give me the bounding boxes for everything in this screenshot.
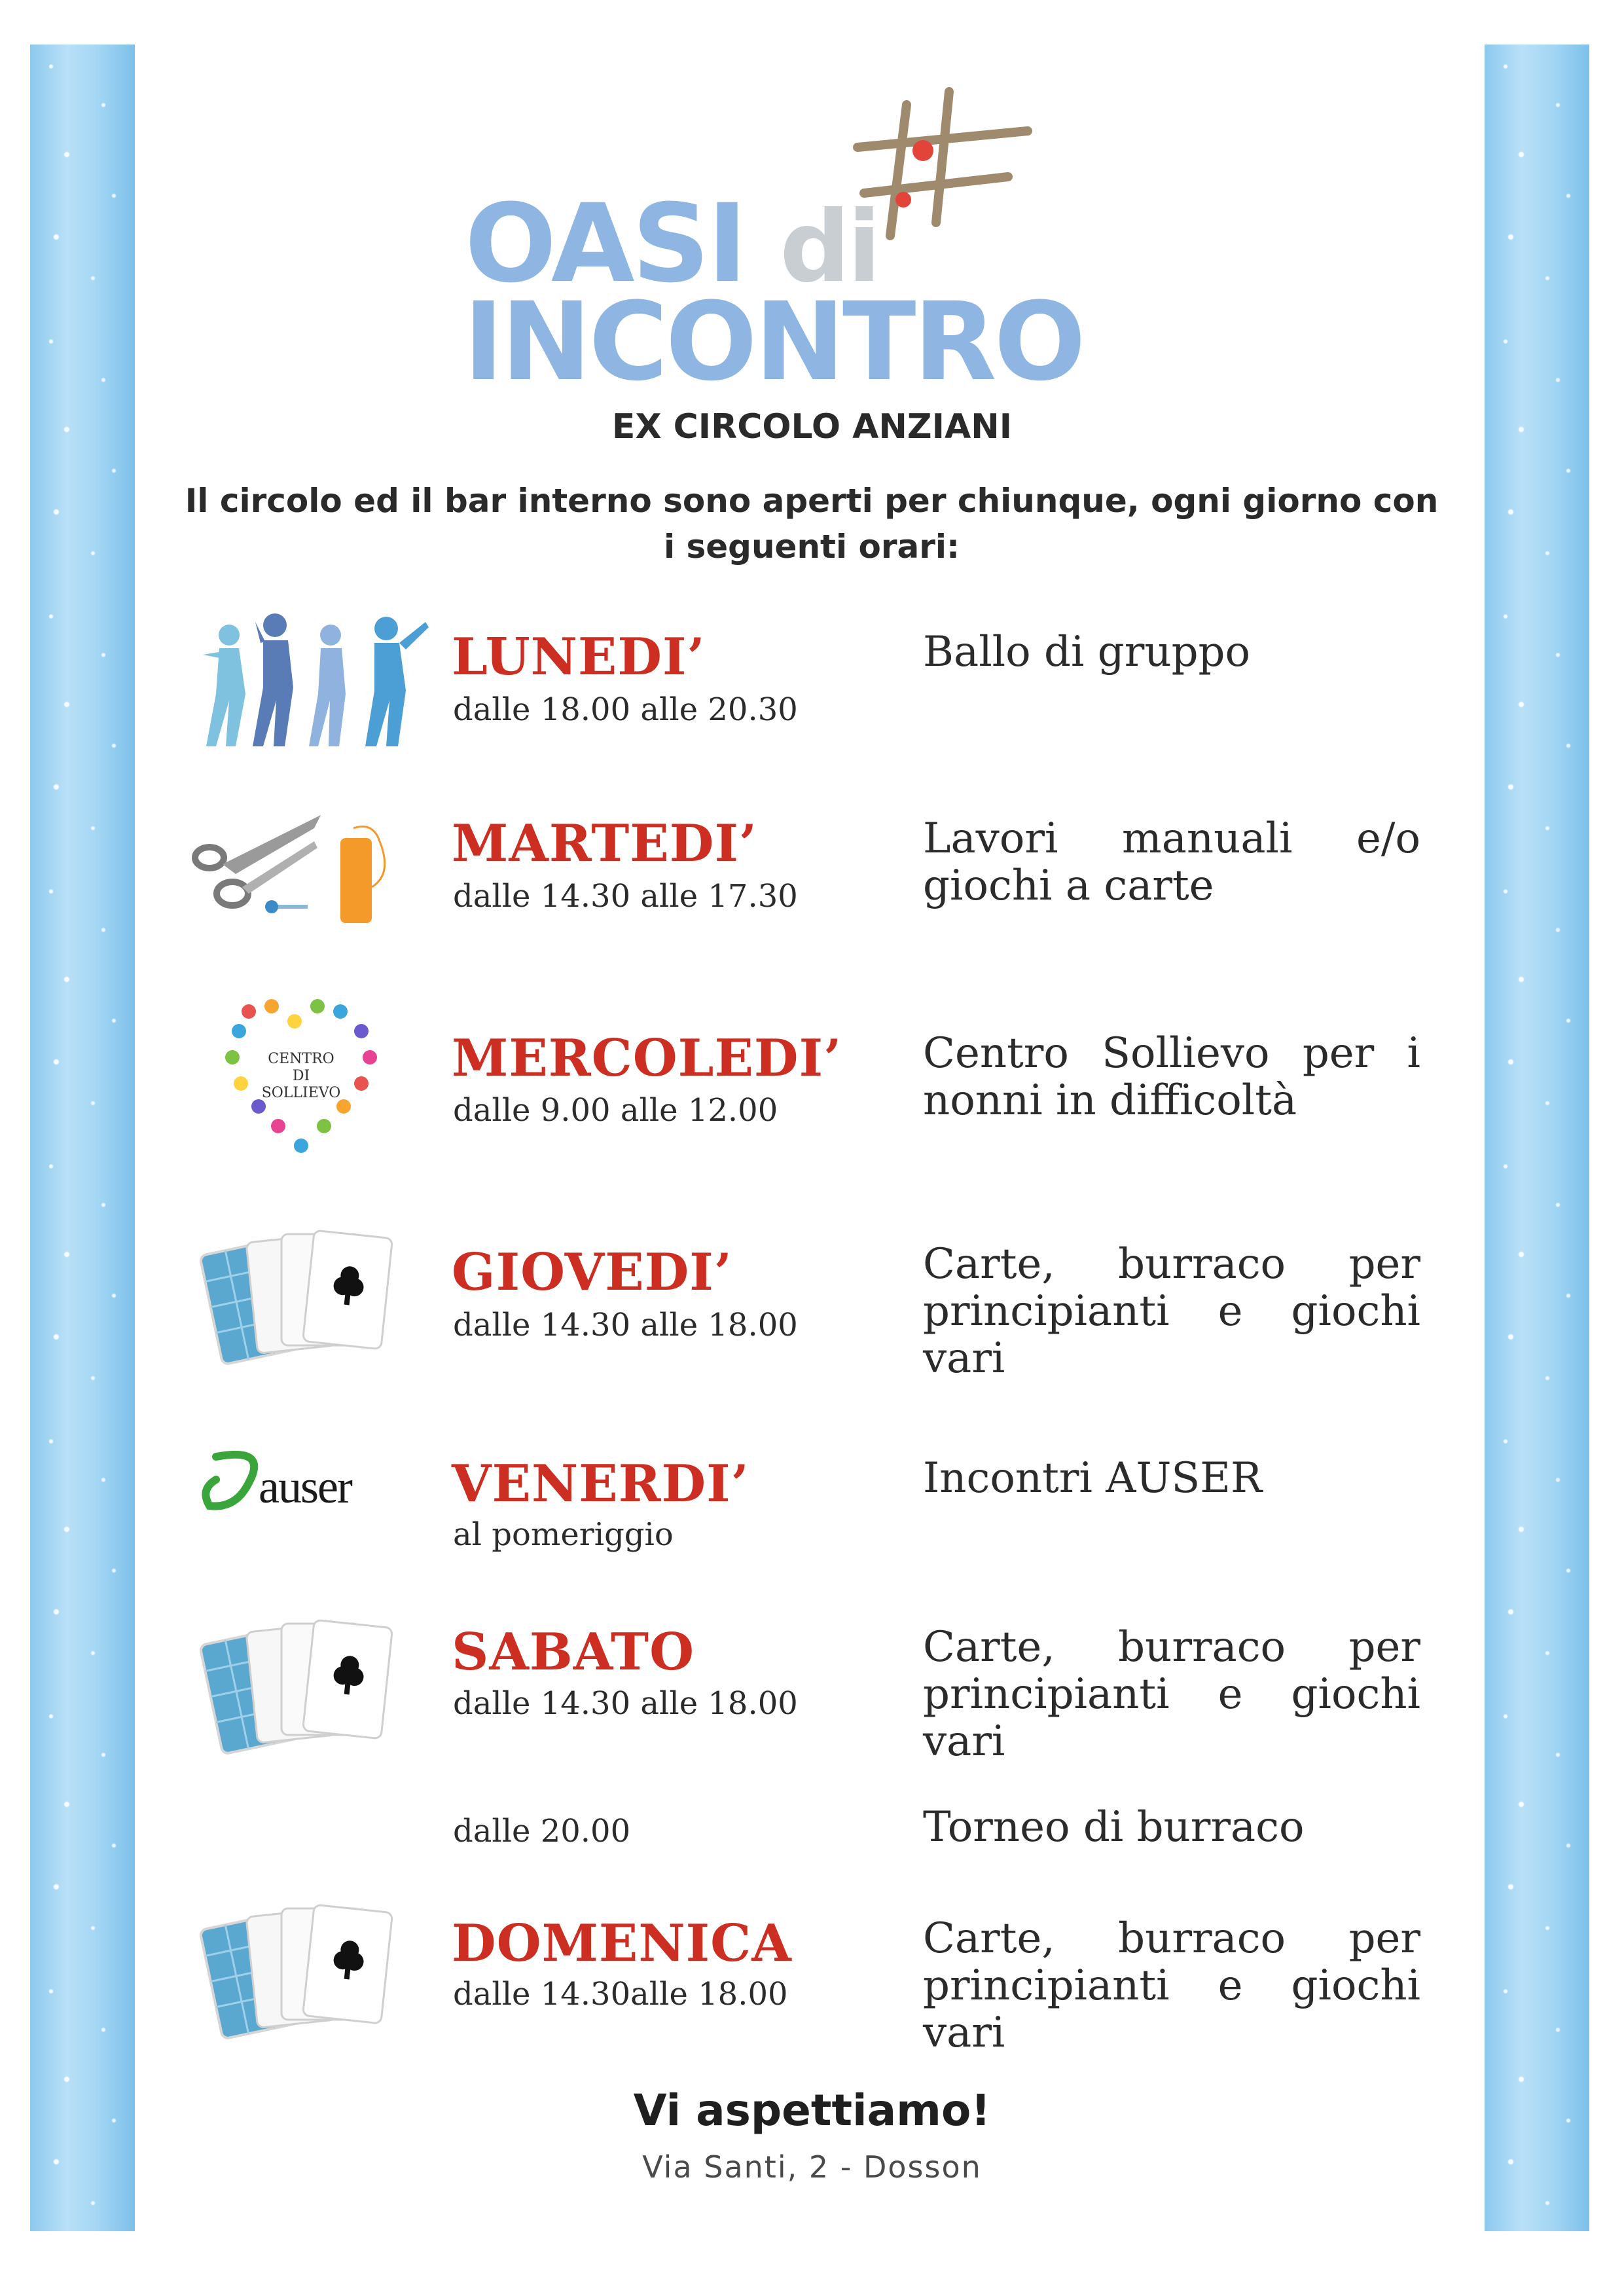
- address: Via Santi, 2 - Dosson: [642, 2149, 982, 2185]
- hours-tuesday: dalle 14.30 alle 17.30: [453, 878, 798, 915]
- centro-sollievo-text: CENTRO DI SOLLIEVO: [261, 1051, 341, 1101]
- hours-sunday: dalle 14.30alle 18.00: [453, 1976, 788, 2013]
- hours-saturday-evening: dalle 20.00: [453, 1813, 631, 1850]
- activity-thursday: Carte, burraco per principianti e giochi vari: [923, 1240, 1420, 1383]
- day-sunday: DOMENICA: [452, 1914, 792, 1973]
- centro-sollievo-heart-icon: [209, 992, 393, 1165]
- logo-title-line1: OASI di: [465, 181, 879, 306]
- dancers-icon: [190, 609, 439, 753]
- hours-saturday: dalle 14.30 alle 18.00: [453, 1685, 798, 1722]
- day-monday: LUNEDI’: [452, 627, 706, 687]
- day-friday: VENERDI’: [452, 1454, 749, 1514]
- activity-friday: Incontri AUSER: [923, 1454, 1263, 1503]
- activity-monday: Ballo di gruppo: [923, 628, 1251, 676]
- auser-logo: [196, 1444, 419, 1522]
- intro-text: Il circolo ed il bar interno sono aperti per chiunque, ogni giorno con i seguenti orari:: [185, 482, 1439, 566]
- playing-cards-icon: [196, 1218, 393, 1368]
- day-wednesday: MERCOLEDI’: [452, 1029, 842, 1088]
- auser-logo-text: auser: [259, 1461, 352, 1513]
- playing-cards-icon: [196, 1607, 393, 1758]
- closing-message: Vi aspettiamo!: [633, 2085, 991, 2136]
- logo-title-line2: INCONTRO: [463, 279, 1083, 405]
- day-tuesday: MARTEDI’: [452, 814, 758, 873]
- activity-wednesday: Centro Sollievo per i nonni in difficoltà: [923, 1029, 1420, 1125]
- hours-wednesday: dalle 9.00 alle 12.00: [453, 1092, 778, 1129]
- activity-saturday-evening: Torneo di burraco: [923, 1803, 1305, 1851]
- activity-tuesday: Lavori manuali e/o giochi a carte: [923, 814, 1420, 910]
- hours-monday: dalle 18.00 alle 20.30: [453, 691, 798, 728]
- hours-thursday: dalle 14.30 alle 18.00: [453, 1307, 798, 1343]
- day-thursday: GIOVEDI’: [452, 1243, 732, 1302]
- left-decorative-band: [30, 45, 135, 2231]
- playing-cards-icon: [196, 1892, 393, 2043]
- activity-saturday: Carte, burraco per principianti e giochi vari: [923, 1623, 1420, 1766]
- right-decorative-band: [1485, 45, 1589, 2231]
- subtitle: EX CIRCOLO ANZIANI: [611, 407, 1013, 446]
- hours-friday: al pomeriggio: [453, 1516, 674, 1553]
- day-saturday: SABATO: [452, 1622, 695, 1682]
- scissors-thread-icon: [183, 802, 399, 933]
- activity-sunday: Carte, burraco per principianti e giochi vari: [923, 1914, 1420, 2057]
